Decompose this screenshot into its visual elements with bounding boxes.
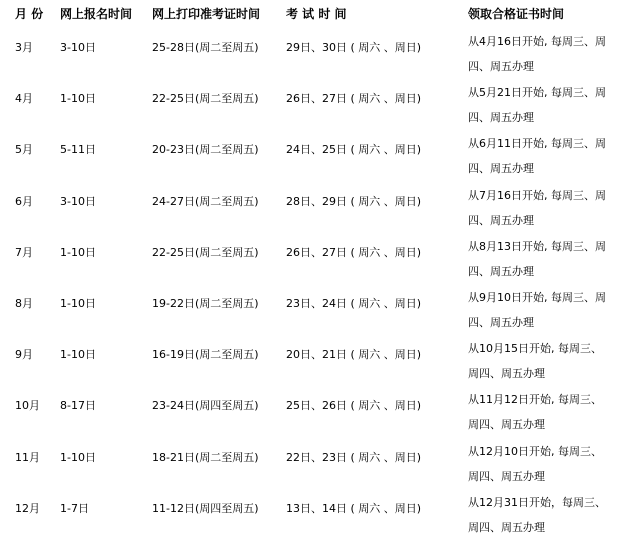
certificate-line-2: 周四、周五办理	[468, 469, 545, 483]
row-print-ticket: 19-22日(周二至周五)	[152, 297, 259, 310]
row-month: 8月	[15, 297, 33, 310]
row-certificate	[468, 29, 618, 79]
row-exam-time: 22日、23日 ( 周六 、周日)	[286, 450, 422, 464]
row-print-ticket: 16-19日(周二至周五)	[152, 348, 259, 362]
row-registration: 1-10日	[60, 348, 96, 362]
table-row	[0, 437, 623, 488]
row-month: 10月	[15, 399, 40, 413]
row-print-ticket: 22-25日(周二至周五)	[152, 92, 259, 106]
certificate-line-1: 从11月12日开始, 每周三、	[468, 393, 602, 407]
certificate-line-2: 四、周五办理	[468, 111, 534, 125]
certificate-line-2: 周四、周五办理	[468, 418, 545, 432]
table-row	[0, 181, 623, 232]
row-certificate	[468, 131, 618, 181]
table-row	[0, 78, 623, 129]
row-print-ticket: 22-25日(周二至周五)	[152, 245, 259, 259]
row-certificate	[468, 183, 618, 233]
certificate-line-1: 从10月15日开始, 每周三、	[468, 342, 602, 356]
table-row	[0, 334, 623, 385]
row-month: 3月	[15, 41, 33, 54]
header-print-ticket: 网上打印准考证时间	[152, 7, 261, 21]
row-exam-time: 20日、21日 ( 周六 、周日)	[286, 348, 422, 362]
row-registration: 3-10日	[60, 194, 96, 208]
table-row	[0, 488, 623, 539]
row-registration: 3-10日	[60, 41, 96, 54]
table-row	[0, 232, 623, 283]
row-registration: 1-10日	[60, 92, 96, 106]
row-print-ticket: 11-12日(周四至周五)	[152, 501, 259, 515]
row-registration: 8-17日	[60, 399, 96, 413]
row-month: 7月	[15, 245, 33, 259]
header-month: 月 份	[15, 7, 44, 21]
row-registration: 5-11日	[60, 143, 96, 157]
certificate-line-1: 从5月21日开始, 每周三、周	[468, 86, 606, 100]
row-registration: 1-10日	[60, 245, 96, 259]
row-print-ticket: 23-24日(周四至周五)	[152, 399, 259, 413]
certificate-line-2: 周四、周五办理	[468, 367, 545, 381]
row-exam-time: 25日、26日 ( 周六 、周日)	[286, 399, 422, 413]
row-exam-time: 26日、27日 ( 周六 、周日)	[286, 245, 422, 259]
row-month: 11月	[15, 450, 40, 464]
certificate-line-1: 从12月31日开始，每周三、	[468, 495, 606, 509]
row-print-ticket: 20-23日(周二至周五)	[152, 143, 259, 157]
certificate-line-2: 四、周五办理	[468, 162, 534, 176]
row-month: 4月	[15, 92, 33, 106]
row-exam-time: 28日、29日 ( 周六 、周日)	[286, 194, 422, 208]
row-exam-time: 26日、27日 ( 周六 、周日)	[286, 92, 422, 106]
row-print-ticket: 24-27日(周二至周五)	[152, 194, 259, 208]
certificate-line-1: 从6月11日开始, 每周三、周	[468, 137, 606, 151]
row-print-ticket: 25-28日(周二至周五)	[152, 41, 259, 54]
row-certificate	[468, 439, 618, 489]
certificate-line-1: 从4月16日开始, 每周三、周	[468, 35, 606, 48]
row-certificate	[468, 387, 618, 437]
certificate-line-1: 从12月10日开始, 每周三、	[468, 444, 602, 458]
row-month: 12月	[15, 501, 40, 515]
table-row	[0, 385, 623, 436]
certificate-line-1: 从8月13日开始, 每周三、周	[468, 239, 606, 253]
row-exam-time: 24日、25日 ( 周六 、周日)	[286, 143, 422, 157]
row-month: 9月	[15, 348, 33, 362]
row-exam-time: 23日、24日 ( 周六 、周日)	[286, 297, 422, 310]
certificate-line-1: 从7月16日开始, 每周三、周	[468, 188, 606, 202]
row-month: 6月	[15, 194, 33, 208]
row-month: 5月	[15, 143, 33, 157]
row-certificate	[468, 336, 618, 386]
row-exam-time: 13日、14日 ( 周六 、周日)	[286, 501, 422, 515]
table-row	[0, 27, 623, 78]
certificate-line-2: 四、周五办理	[468, 316, 534, 329]
row-certificate	[468, 234, 618, 284]
row-registration: 1-7日	[60, 501, 89, 515]
table-row	[0, 283, 623, 334]
row-certificate	[468, 285, 618, 335]
row-registration: 1-10日	[60, 450, 96, 464]
table-header	[0, 0, 623, 30]
row-exam-time: 29日、30日 ( 周六 、周日)	[286, 41, 422, 54]
row-certificate	[468, 80, 618, 130]
row-certificate	[468, 490, 618, 540]
header-online-registration: 网上报名时间	[60, 7, 133, 21]
certificate-line-2: 周四、周五办理	[468, 520, 545, 534]
row-registration: 1-10日	[60, 297, 96, 310]
certificate-line-2: 四、周五办理	[468, 60, 534, 73]
certificate-line-1: 从9月10日开始, 每周三、周	[468, 291, 606, 304]
header-certificate: 领取合格证书时间	[468, 7, 565, 21]
table-row	[0, 129, 623, 180]
certificate-line-2: 四、周五办理	[468, 264, 534, 278]
row-print-ticket: 18-21日(周二至周五)	[152, 450, 259, 464]
certificate-line-2: 四、周五办理	[468, 213, 534, 227]
header-exam-time: 考 试 时 间	[286, 7, 347, 21]
